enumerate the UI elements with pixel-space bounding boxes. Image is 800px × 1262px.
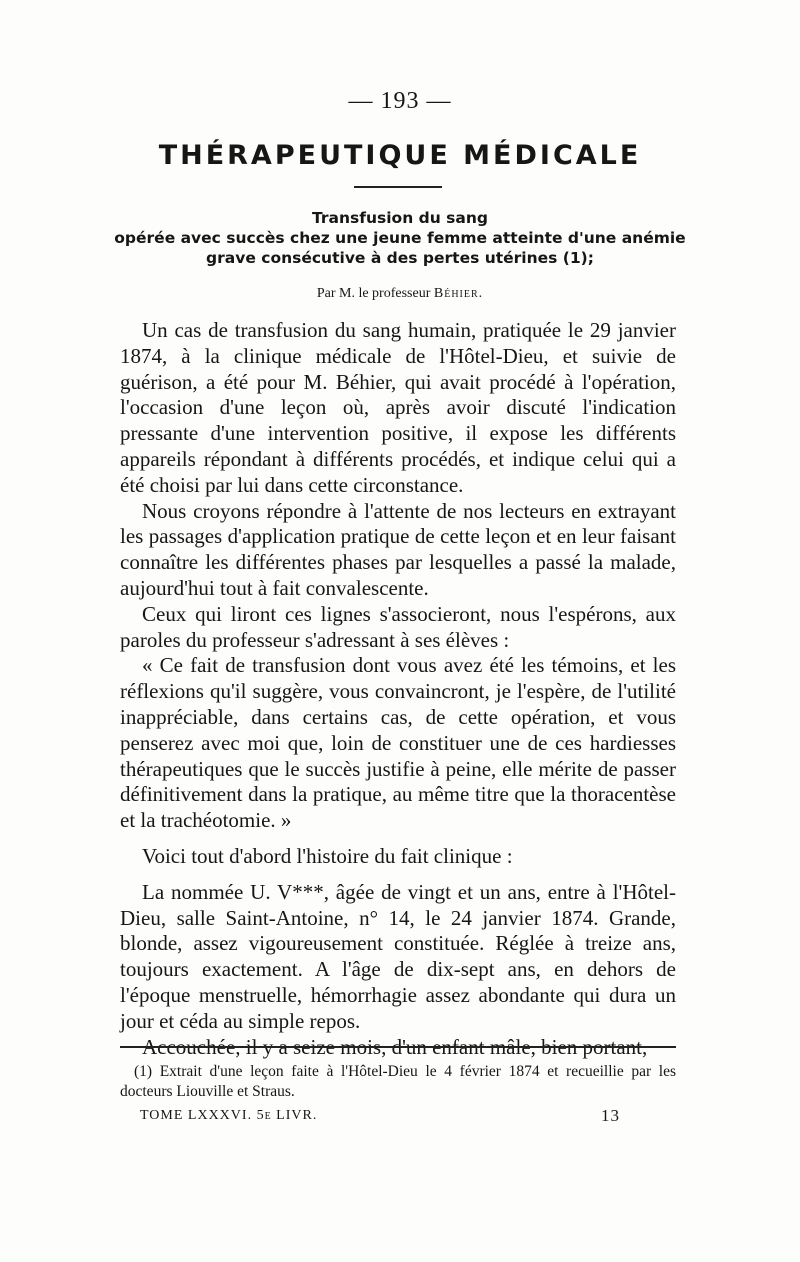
paragraph: La nommée U. V***, âgée de vingt et un ans, entre à l'Hôtel-Dieu, salle Saint-Antoine, n° 14, le 24 janvier 1874. Grande, blonde, assez vigoureusement constituée. Réglée à treize ans, toujours exactement. A l'âge de dix-sept ans, en dehors de l'époque menstruelle, hémorrhagie assez abondante qui dura un jour et céda au simple repos. — [120, 879, 676, 1033]
body-text — [120, 318, 676, 1060]
section-title: THÉRAPEUTIQUE MÉDICALE — [158, 140, 642, 171]
signature-number: 13 — [601, 1106, 620, 1125]
page-number: — 193 — — [348, 88, 452, 114]
paragraph: Un cas de transfusion du sang humain, pratiquée le 29 janvier 1874, à la clinique médicale de l'Hôtel-Dieu, et suivie de guérison, a été pour M. Béhier, qui avait procédé à l'opération, l'occasion d'une leçon où, après avoir discuté l'indication pressante d'une intervention positive, il expose les différents appareils répondant à différents procédés, et indique celui qui a été choisi par lui dans cette circonstance. — [120, 318, 676, 497]
signature-line — [140, 1108, 620, 1124]
article-title — [100, 208, 700, 268]
footnote: (1) Extrait d'une leçon faite à l'Hôtel-Dieu le 4 février 1874 et recueillie par les docteurs Liouville et Straus. — [120, 1063, 676, 1100]
paragraph: Ceux qui liront ces lignes s'associeront, nous l'espérons, aux paroles du professeur s'adressant à ses élèves : — [120, 601, 676, 652]
byline-prefix: Par M. le professeur — [316, 286, 431, 301]
article-title-line-1: Transfusion du sang — [312, 209, 488, 227]
byline-author: Béhier. — [433, 286, 484, 301]
signature-volume: TOME LXXXVI. 5e LIVR. — [140, 1108, 318, 1123]
article-title-line-2: opérée avec succès chez une jeune femme atteinte d'une anémie — [114, 229, 686, 247]
footnote-divider — [120, 1046, 676, 1048]
paragraph: Nous croyons répondre à l'attente de nos lecteurs en extrayant les passages d'application pratique de cette leçon et en leur faisant connaître les différentes phases par lesquelles a passé la malade, aujourd'hui tout à fait convalescente. — [120, 498, 676, 600]
byline — [0, 286, 800, 302]
paragraph: Accouchée, il y a seize mois, d'un enfant mâle, bien portant, — [142, 1034, 648, 1059]
paragraph: Voici tout d'abord l'histoire du fait clinique : — [142, 843, 513, 868]
title-divider — [354, 186, 442, 188]
article-title-line-3: grave consécutive à des pertes utérines (1); — [206, 249, 594, 267]
quote-paragraph: « Ce fait de transfusion dont vous avez été les témoins, et les réflexions qu'il suggère, vous convaincront, je l'espère, de l'utilité inappréciable, dans certains cas, de cette opération, et vous penserez avec moi que, loin de constituer une de ces hardiesses thérapeutiques que le succès justifie à peine, elle mérite de passer définitivement dans la pratique, au même titre que la thoracentèse et la trachéotomie. » — [120, 653, 676, 833]
